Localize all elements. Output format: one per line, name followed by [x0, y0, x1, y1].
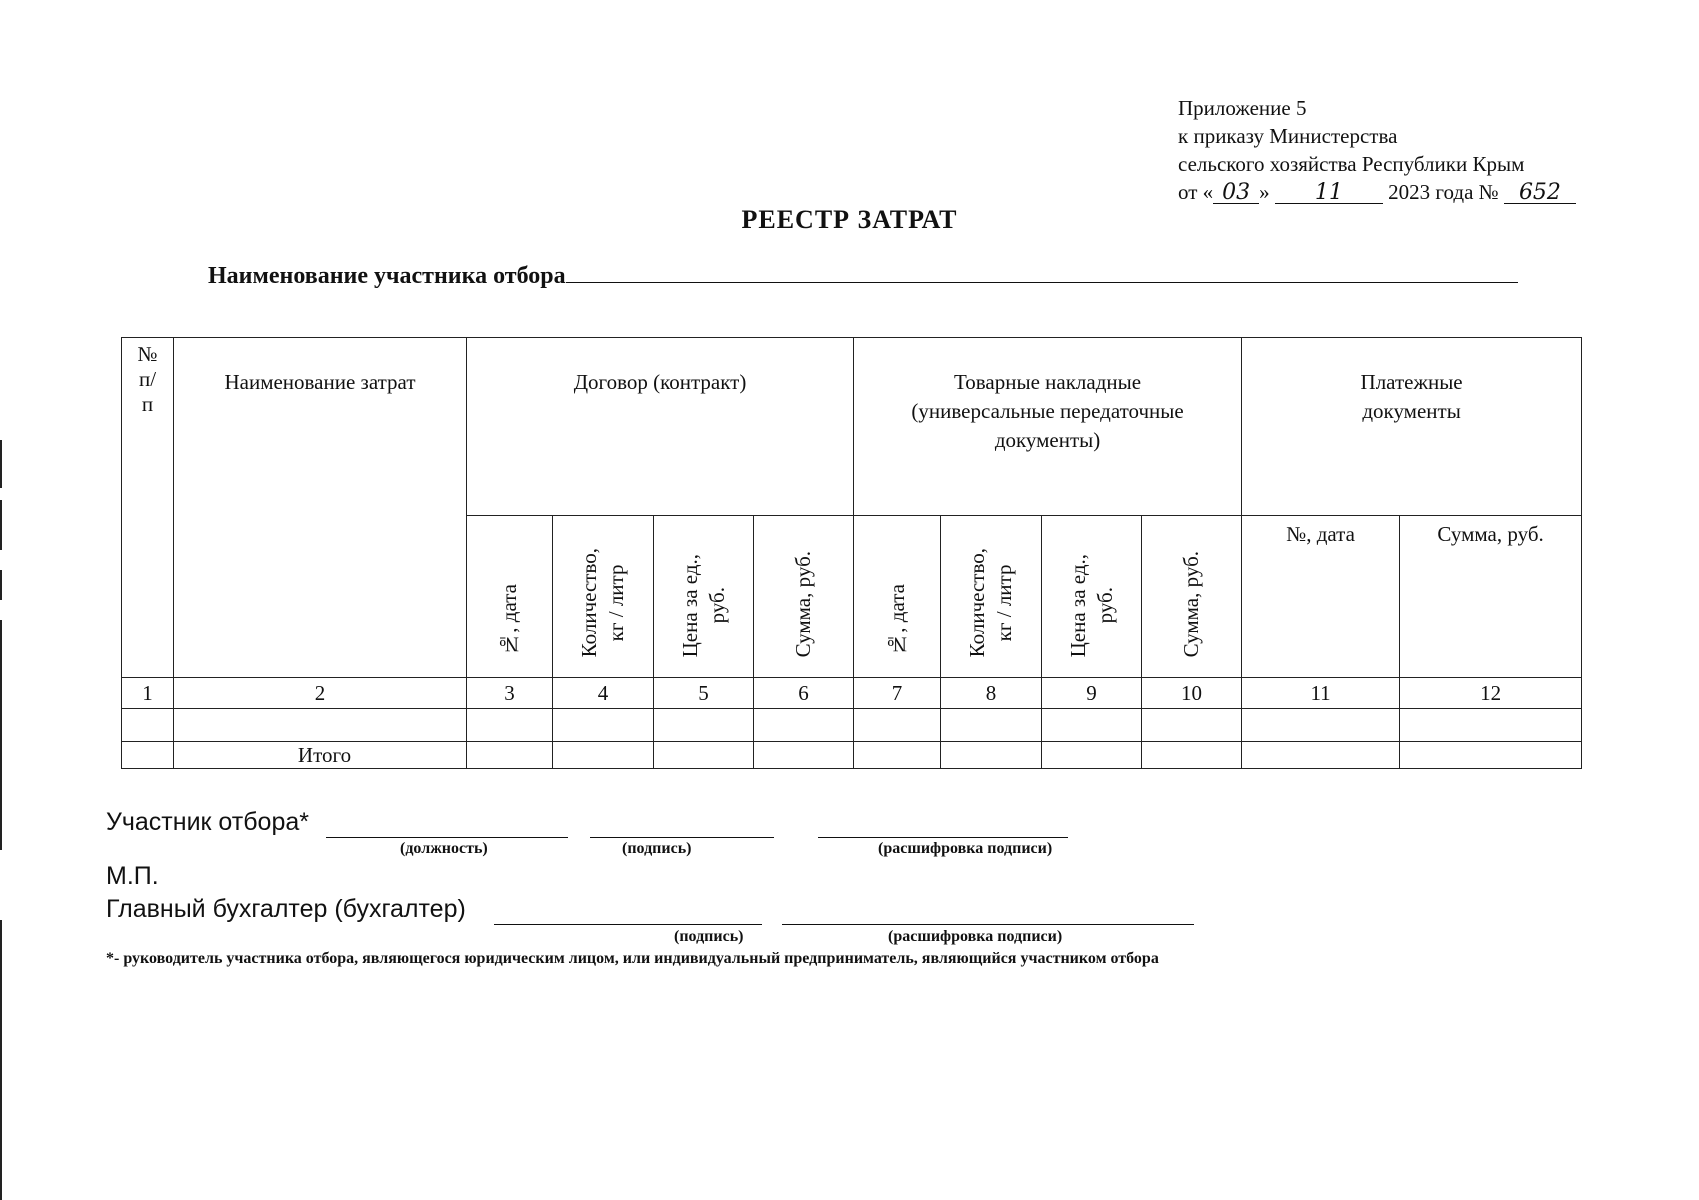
column-number: 12: [1400, 678, 1582, 709]
table-cell: [1042, 709, 1142, 742]
col-header-contract: Договор (контракт): [467, 338, 854, 516]
column-number: 8: [941, 678, 1042, 709]
column-number: 11: [1242, 678, 1400, 709]
table-cell: [941, 742, 1042, 769]
subheader-payment-number-date: №, дата: [1242, 516, 1400, 678]
order-month: 11: [1275, 179, 1383, 204]
col-header-number: № п/ п: [122, 338, 174, 678]
subheader-payment-sum: Сумма, руб.: [1400, 516, 1582, 678]
table-cell: [467, 709, 553, 742]
subheader-invoice-unit-price: Цена за ед., руб.: [1042, 516, 1142, 678]
participant-signature-label: Участник отбора*: [106, 808, 309, 836]
header-row: [122, 338, 1582, 516]
table-cell: [122, 709, 174, 742]
table-cell: [1400, 742, 1582, 769]
table-cell: [754, 742, 854, 769]
participant-name-row: [208, 260, 1518, 290]
subheader-contract-unit-price: Цена за ед., руб.: [654, 516, 754, 678]
order-date-line: [1178, 178, 1628, 206]
table-cell: [1142, 709, 1242, 742]
column-number: 3: [467, 678, 553, 709]
table-cell: [467, 742, 553, 769]
table-cell: [553, 709, 654, 742]
table-cell: [854, 742, 941, 769]
subheader-invoice-sum: Сумма, руб.: [1142, 516, 1242, 678]
column-number: 7: [854, 678, 941, 709]
table-cell: [1242, 742, 1400, 769]
column-number: 5: [654, 678, 754, 709]
quote-close: »: [1259, 180, 1270, 204]
scan-edge-mark: [0, 920, 2, 1200]
subheader-contract-sum: Сумма, руб.: [754, 516, 854, 678]
scan-edge-mark: [0, 620, 2, 850]
col-header-cost-name: Наименование затрат: [174, 338, 467, 678]
col-header-payments: Платежные документы: [1242, 338, 1582, 516]
total-row: [122, 742, 1582, 769]
accountant-signature-caption: (подпись): [674, 928, 744, 945]
column-number: 4: [553, 678, 654, 709]
table-cell: [854, 709, 941, 742]
table-cell: [754, 709, 854, 742]
scan-edge-mark: [0, 500, 2, 550]
appendix-line: к приказу Министерства: [1178, 124, 1398, 148]
table-cell: [1242, 709, 1400, 742]
accountant-decoding-line: [782, 924, 1194, 925]
subheader-invoice-quantity: Количество, кг / литр: [941, 516, 1042, 678]
table-cell: [174, 709, 467, 742]
table-cell: [1142, 742, 1242, 769]
column-number: 2: [174, 678, 467, 709]
appendix-line: Приложение 5: [1178, 96, 1307, 120]
subheader-contract-number-date: №, дата: [467, 516, 553, 678]
participant-name-label: Наименование участника отбора: [208, 263, 566, 289]
table-cell: [654, 742, 754, 769]
total-label: Итого: [174, 742, 467, 769]
accountant-signature-label: Главный бухгалтер (бухгалтер): [106, 895, 466, 923]
footnote: *- руководитель участника отбора, являющегося юридическим лицом, или индивидуальный предприниматель, являющийся участником отбора: [106, 950, 1159, 967]
order-number: 652: [1504, 179, 1576, 204]
table-cell: [941, 709, 1042, 742]
column-number: 10: [1142, 678, 1242, 709]
stamp-label: М.П.: [106, 862, 159, 890]
date-prefix: от «: [1178, 180, 1214, 204]
column-number: 1: [122, 678, 174, 709]
signature-caption: (подпись): [622, 840, 692, 857]
table-row: [122, 709, 1582, 742]
table-cell: [1042, 742, 1142, 769]
decoding-caption: (расшифровка подписи): [878, 840, 1053, 857]
document-title: РЕЕСТР ЗАТРАТ: [741, 205, 958, 234]
table-cell: [553, 742, 654, 769]
column-number: 9: [1042, 678, 1142, 709]
position-line: [326, 837, 568, 838]
decoding-line: [818, 837, 1068, 838]
signature-line: [590, 837, 774, 838]
table-cell: [1400, 709, 1582, 742]
subheader-contract-quantity: Количество, кг / литр: [553, 516, 654, 678]
appendix-line: сельского хозяйства Республики Крым: [1178, 152, 1525, 176]
cost-registry-table: [121, 337, 1582, 769]
appendix-block: [1178, 94, 1628, 206]
order-day: 03: [1213, 179, 1259, 204]
col-header-invoices: Товарные накладные (универсальные передаточные документы): [854, 338, 1242, 516]
scan-edge-mark: [0, 440, 2, 488]
table-cell: [654, 709, 754, 742]
table-cell: [122, 742, 174, 769]
scan-edge-mark: [0, 570, 2, 600]
participant-name-field: [566, 260, 1518, 283]
position-caption: (должность): [400, 840, 488, 857]
subheader-invoice-number-date: №, дата: [854, 516, 941, 678]
column-number: 6: [754, 678, 854, 709]
accountant-signature-line: [494, 924, 762, 925]
order-year: 2023 года №: [1388, 180, 1499, 204]
accountant-decoding-caption: (расшифровка подписи): [888, 928, 1063, 945]
column-numbers-row: [122, 678, 1582, 709]
